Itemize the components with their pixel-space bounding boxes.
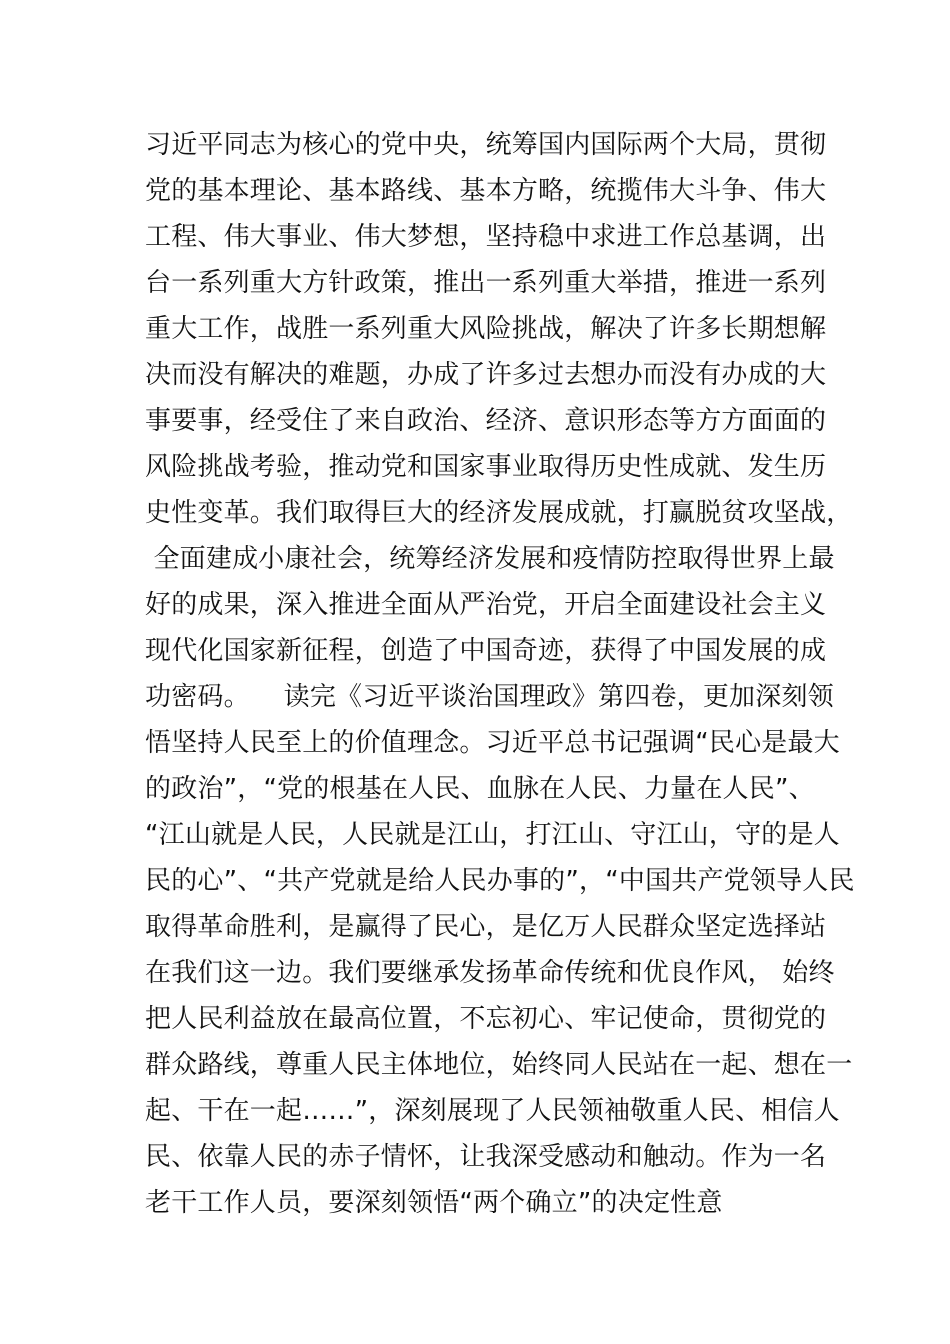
text-line: 群众路线，尊重人民主体地位，始终同人民站在一起、想在一	[145, 1050, 853, 1080]
text-line: 重大工作，战胜一系列重大风险挑战，解决了许多长期想解	[145, 314, 827, 344]
text-line: 取得革命胜利，是赢得了民心，是亿万人民群众坚定选择站	[145, 912, 827, 942]
text-line: 现代化国家新征程，创造了中国奇迹，获得了中国发展的成	[145, 636, 827, 666]
text-line: 决而没有解决的难题，办成了许多过去想办而没有办成的大	[145, 360, 827, 390]
text-line: 全面建成小康社会，统筹经济发展和疫情防控取得世界上最	[145, 544, 835, 574]
text-line: 悟坚持人民至上的价值理念。习近平总书记强调“民心是最大	[145, 728, 840, 758]
text-line: 党的基本理论、基本路线、基本方略，统揽伟大斗争、伟大	[145, 176, 827, 206]
text-line: 民、依靠人民的赤子情怀，让我深受感动和触动。作为一名	[145, 1142, 827, 1172]
text-line: 好的成果，深入推进全面从严治党，开启全面建设社会主义	[145, 590, 827, 620]
text-line: 起、干在一起……”，深刻展现了人民领袖敬重人民、相信人	[145, 1096, 840, 1126]
text-line: 的政治”，“党的根基在人民、血脉在人民、力量在人民”、	[145, 774, 815, 804]
text-line: 习近平同志为核心的党中央，统筹国内国际两个大局，贯彻	[145, 130, 827, 160]
text-line: 在我们这一边。我们要继承发扬革命传统和优良作风， 始终	[145, 958, 835, 988]
text-line: 民的心”、“共产党就是给人民办事的”，“中国共产党领导人民	[145, 866, 855, 896]
body-text	[145, 122, 855, 1226]
text-line: 工程、伟大事业、伟大梦想，坚持稳中求进工作总基调，出	[145, 222, 827, 252]
text-line: 把人民利益放在最高位置，不忘初心、牢记使命，贯彻党的	[145, 1004, 827, 1034]
text-line: 事要事，经受住了来自政治、经济、意识形态等方方面面的	[145, 406, 827, 436]
text-line: 功密码。 读完《习近平谈治国理政》第四卷，更加深刻领	[145, 682, 834, 712]
text-line: 风险挑战考验，推动党和国家事业取得历史性成就、发生历	[145, 452, 827, 482]
text-line: “江山就是人民，人民就是江山，打江山、守江山，守的是人	[145, 820, 840, 850]
text-line: 史性变革。我们取得巨大的经济发展成就，打赢脱贫攻坚战，	[145, 498, 853, 528]
text-line: 台一系列重大方针政策，推出一系列重大举措，推进一系列	[145, 268, 827, 298]
text-line: 老干工作人员，要深刻领悟“两个确立”的决定性意	[145, 1188, 723, 1218]
